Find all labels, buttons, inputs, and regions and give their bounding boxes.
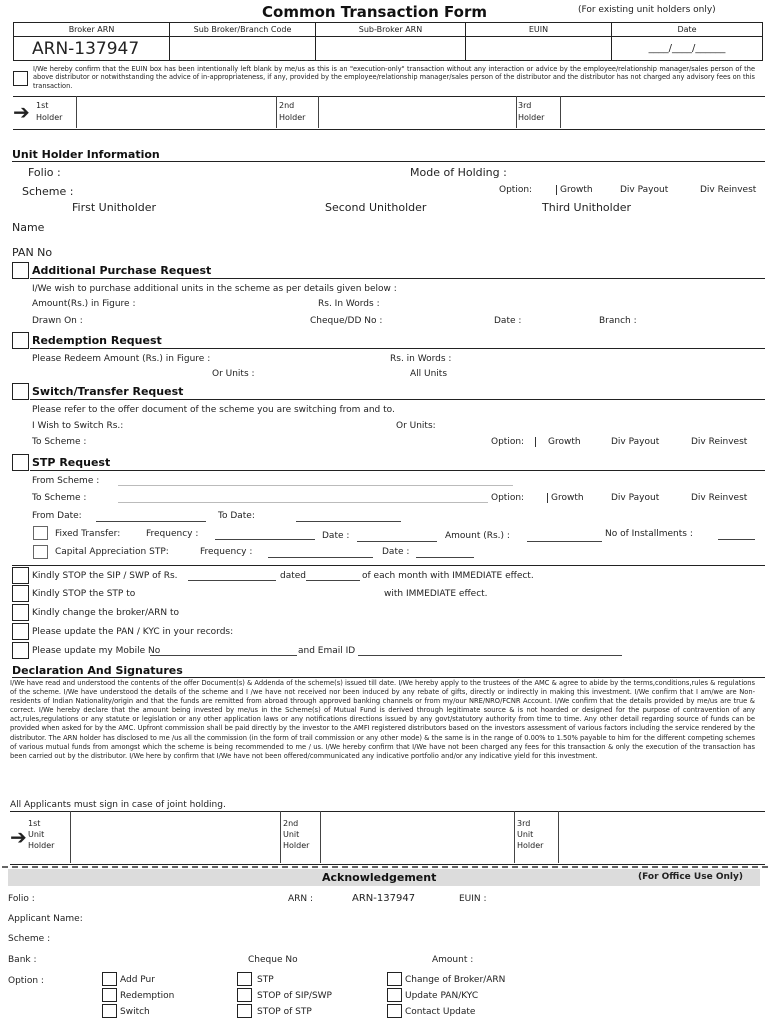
euin-declaration-checkbox[interactable] xyxy=(13,71,28,86)
col-broker-arn: Broker ARN xyxy=(14,23,170,37)
ack-change-broker-checkbox[interactable] xyxy=(387,972,402,986)
purchase-cheque-label: Cheque/DD No : xyxy=(310,316,383,326)
holder3-label: 3rd Holder xyxy=(518,101,545,122)
ack-stop-stp-checkbox[interactable] xyxy=(237,1004,252,1018)
third-unitholder-label: Third Unitholder xyxy=(542,201,631,214)
option-div-payout[interactable]: Div Payout xyxy=(620,185,669,195)
purchase-heading: Additional Purchase Request xyxy=(32,264,212,277)
fixed-frequency-label: Frequency : xyxy=(146,529,199,539)
redemption-heading: Redemption Request xyxy=(32,334,162,347)
option-label: Option: xyxy=(499,185,533,195)
col-sub-broker-code: Sub Broker/Branch Code xyxy=(170,23,316,37)
ack-switch-checkbox[interactable] xyxy=(102,1004,117,1018)
switch-option-growth[interactable]: Growth xyxy=(535,437,581,447)
col-euin: EUIN xyxy=(466,23,612,37)
purchase-amount-label: Amount(Rs.) in Figure : xyxy=(32,299,136,309)
ack-redemption-label: Redemption xyxy=(120,991,175,1001)
update-pan-checkbox[interactable] xyxy=(12,623,29,640)
euin-declaration-text: I/We hereby confirm that the EUIN box has been intentionally left blank by me/us as this is an "execution-only" transaction without any interaction or advice by the employee/relationship manager/sales person of the above distributor or notwithstanding the advice of in-appropriateness, if any, provided by the employee/relationship manager/sales person of the distributor and the distributor has not charged any advisory fees on this transaction. xyxy=(33,65,755,90)
redemption-checkbox[interactable] xyxy=(12,332,29,349)
ack-arn-label: ARN : xyxy=(288,894,314,904)
option-growth[interactable]: Growth xyxy=(556,185,593,195)
purchase-words-label: Rs. In Words : xyxy=(318,299,380,309)
scheme-label: Scheme : xyxy=(22,185,74,198)
name-label: Name xyxy=(12,221,45,234)
stp-option-growth[interactable]: Growth xyxy=(547,493,584,503)
update-pan-label: Please update the PAN / KYC in your records: xyxy=(32,627,234,637)
arrow-right-icon: ➔ xyxy=(10,825,27,849)
switch-to-scheme-label: To Scheme : xyxy=(32,437,87,447)
ack-change-broker-label: Change of Broker/ARN xyxy=(405,975,506,985)
stop-sip-effect-label: of each month with IMMEDIATE effect. xyxy=(362,571,534,581)
euin-field[interactable] xyxy=(466,37,612,61)
stp-from-scheme-label: From Scheme : xyxy=(32,476,100,486)
switch-heading: Switch/Transfer Request xyxy=(32,385,184,398)
stp-to-date-label: To Date: xyxy=(218,511,255,521)
declaration-text: I/We have read and understood the contents of the offer Document(s) & Addenda of the scheme(s) issued till date. I/We hereby apply to the trustees of the AMC & agree to abide by the terms,conditions,rules & regulations of the scheme. I/We have understood the details of the scheme and I /we have not received nor been induced by any rebate of gifts, directly or indirectly in making this investment. I/We confirm that I am/we are Non-residents of Indian Nationality/origin and that the funds are remitted from abroad through approved banking channels or from my/our NRE/NRO/FCNR Account. I/We confirm that the details provided by me/us are true & correct. I/We hereby declare that the amount being invested by me/us in the Scheme(s) of Mutual Fund is derived through legitimate source & is not hoarded or designed for the purpose of contravention of any act,rules,regulations or any statute or legislation or any other application laws or any notifications directions issued by any govt/statutory authority from time to time. Any other detail regarding source of funds can be provided when asked for by the AMC. Upfront commission shall be paid directly by the investor to the AMFI registered distributors based on the investors assessment of various factors including the service rendered by the distributor. The ARN holder has disclosed to me /us all the commission (in the form of trail commission or any other mode) & the same is in the range of 0.00% to 1.50% payable to him for the different competing schemes of various mutual funds from amongst which the scheme is being recommended to me / us. I/We hereby confirm that I/We have not been charged any fees for this transaction & only the execution of the transaction has been carried out by the distributor. I/We here by confirm that I/We have not been offered/communicated any indicative portfolio and/or any indicative yield for this investment. xyxy=(10,679,755,760)
stp-to-scheme-label: To Scheme : xyxy=(32,493,87,503)
holders-signature-row xyxy=(13,96,765,130)
ack-switch-label: Switch xyxy=(120,1007,150,1017)
ack-arn-value: ARN-137947 xyxy=(352,893,416,904)
ack-stop-stp-label: STOP of STP xyxy=(257,1007,312,1017)
second-unitholder-label: Second Unitholder xyxy=(325,201,427,214)
stp-option-div-reinvest[interactable]: Div Reinvest xyxy=(691,493,748,503)
capital-frequency-label: Frequency : xyxy=(200,547,253,557)
update-mobile-checkbox[interactable] xyxy=(12,642,29,659)
signature-holder3-label: 3rd Unit Holder xyxy=(517,819,544,850)
mode-of-holding-label: Mode of Holding : xyxy=(410,166,507,179)
ack-stp-label: STP xyxy=(257,975,274,985)
col-date: Date xyxy=(612,23,763,37)
capital-appreciation-checkbox[interactable] xyxy=(33,545,48,559)
signature-holder2-label: 2nd Unit Holder xyxy=(283,819,310,850)
folio-label: Folio : xyxy=(28,166,61,179)
ack-contact-update-label: Contact Update xyxy=(405,1007,476,1017)
purchase-checkbox[interactable] xyxy=(12,262,29,279)
signature-holder1-label: 1st Unit Holder xyxy=(28,819,55,850)
joint-holding-note: All Applicants must sign in case of joint holding. xyxy=(10,800,226,810)
update-mobile-label: Please update my Mobile No xyxy=(32,646,161,656)
stp-option-label: Option: xyxy=(491,493,525,503)
ack-scheme-label: Scheme : xyxy=(8,934,51,944)
stop-stp-effect-label: with IMMEDIATE effect. xyxy=(384,589,488,599)
switch-option-label: Option: xyxy=(491,437,525,447)
switch-units-label: Or Units: xyxy=(396,421,436,431)
fixed-installments-label: No of Installments : xyxy=(605,529,693,539)
ack-euin-label: EUIN : xyxy=(459,894,487,904)
unit-holder-info-heading: Unit Holder Information xyxy=(12,148,160,161)
stp-option-div-payout[interactable]: Div Payout xyxy=(611,493,660,503)
arrow-right-icon: ➔ xyxy=(13,100,30,124)
ack-add-pur-label: Add Pur xyxy=(120,975,155,985)
fixed-transfer-label: Fixed Transfer: xyxy=(55,529,121,539)
ack-stop-sip-checkbox[interactable] xyxy=(237,988,252,1002)
purchase-intro: I/We wish to purchase additional units in the scheme as per details given below : xyxy=(32,284,397,294)
switch-wish-label: I Wish to Switch Rs.: xyxy=(32,421,124,431)
first-unitholder-label: First Unitholder xyxy=(72,201,157,214)
ack-applicant-label: Applicant Name: xyxy=(8,914,83,924)
change-broker-label: Kindly change the broker/ARN to xyxy=(32,608,180,618)
broker-table xyxy=(13,22,763,61)
ack-update-pan-checkbox[interactable] xyxy=(387,988,402,1002)
switch-checkbox[interactable] xyxy=(12,383,29,400)
ack-stop-sip-label: STOP of SIP/SWP xyxy=(257,991,332,1001)
stop-sip-dated-label: dated xyxy=(280,571,307,581)
form-subtitle: (For existing unit holders only) xyxy=(578,5,716,15)
ack-update-pan-label: Update PAN/KYC xyxy=(405,991,479,1001)
sub-broker-arn-field[interactable] xyxy=(316,37,466,61)
signature-row xyxy=(10,811,765,865)
ack-cheque-label: Cheque No xyxy=(248,955,298,965)
fixed-amount-label: Amount (Rs.) : xyxy=(445,531,510,541)
fixed-transfer-checkbox[interactable] xyxy=(33,526,48,540)
stp-checkbox[interactable] xyxy=(12,454,29,471)
ack-option-label: Option : xyxy=(8,976,44,986)
broker-arn-value[interactable]: ARN-137947 xyxy=(14,37,170,61)
redemption-all-units[interactable]: All Units xyxy=(410,369,448,379)
ack-contact-update-checkbox[interactable] xyxy=(387,1004,402,1018)
ack-amount-label: Amount : xyxy=(432,955,474,965)
stop-stp-checkbox[interactable] xyxy=(12,585,29,602)
stop-sip-checkbox[interactable] xyxy=(12,567,29,584)
ack-office-note: (For Office Use Only) xyxy=(638,872,743,882)
date-field[interactable]: ____/____/______ xyxy=(612,37,763,61)
option-div-reinvest[interactable]: Div Reinvest xyxy=(700,185,757,195)
stop-stp-label: Kindly STOP the STP to xyxy=(32,589,136,599)
ack-bank-label: Bank : xyxy=(8,955,37,965)
ack-heading: Acknowledgement xyxy=(322,871,437,884)
update-email-label: and Email ID xyxy=(298,646,356,656)
fixed-date-label: Date : xyxy=(322,531,350,541)
sub-broker-code-field[interactable] xyxy=(170,37,316,61)
stp-from-date-label: From Date: xyxy=(32,511,82,521)
ack-add-pur-checkbox[interactable] xyxy=(102,972,117,986)
change-broker-checkbox[interactable] xyxy=(12,604,29,621)
pan-label: PAN No xyxy=(12,246,53,259)
col-sub-broker-arn: Sub-Broker ARN xyxy=(316,23,466,37)
redemption-units-label: Or Units : xyxy=(212,369,255,379)
purchase-branch-label: Branch : xyxy=(599,316,637,326)
switch-option-div-payout[interactable]: Div Payout xyxy=(611,437,660,447)
switch-option-div-reinvest[interactable]: Div Reinvest xyxy=(691,437,748,447)
redemption-words-label: Rs. in Words : xyxy=(390,354,452,364)
form-title: Common Transaction Form xyxy=(262,3,487,21)
switch-intro: Please refer to the offer document of the scheme you are switching from and to. xyxy=(32,405,395,415)
redemption-amount-label: Please Redeem Amount (Rs.) in Figure : xyxy=(32,354,211,364)
stop-sip-label: Kindly STOP the SIP / SWP of Rs. xyxy=(32,571,178,581)
declaration-heading: Declaration And Signatures xyxy=(12,664,183,677)
purchase-drawn-label: Drawn On : xyxy=(32,316,83,326)
purchase-date-label: Date : xyxy=(494,316,522,326)
capital-appreciation-label: Capital Appreciation STP: xyxy=(55,547,169,557)
ack-folio-label: Folio : xyxy=(8,894,35,904)
stp-heading: STP Request xyxy=(32,456,111,469)
ack-redemption-checkbox[interactable] xyxy=(102,988,117,1002)
ack-stp-checkbox[interactable] xyxy=(237,972,252,986)
holder2-label: 2nd Holder xyxy=(279,101,306,122)
holder1-label: 1st Holder xyxy=(36,101,63,122)
capital-date-label: Date : xyxy=(382,547,410,557)
